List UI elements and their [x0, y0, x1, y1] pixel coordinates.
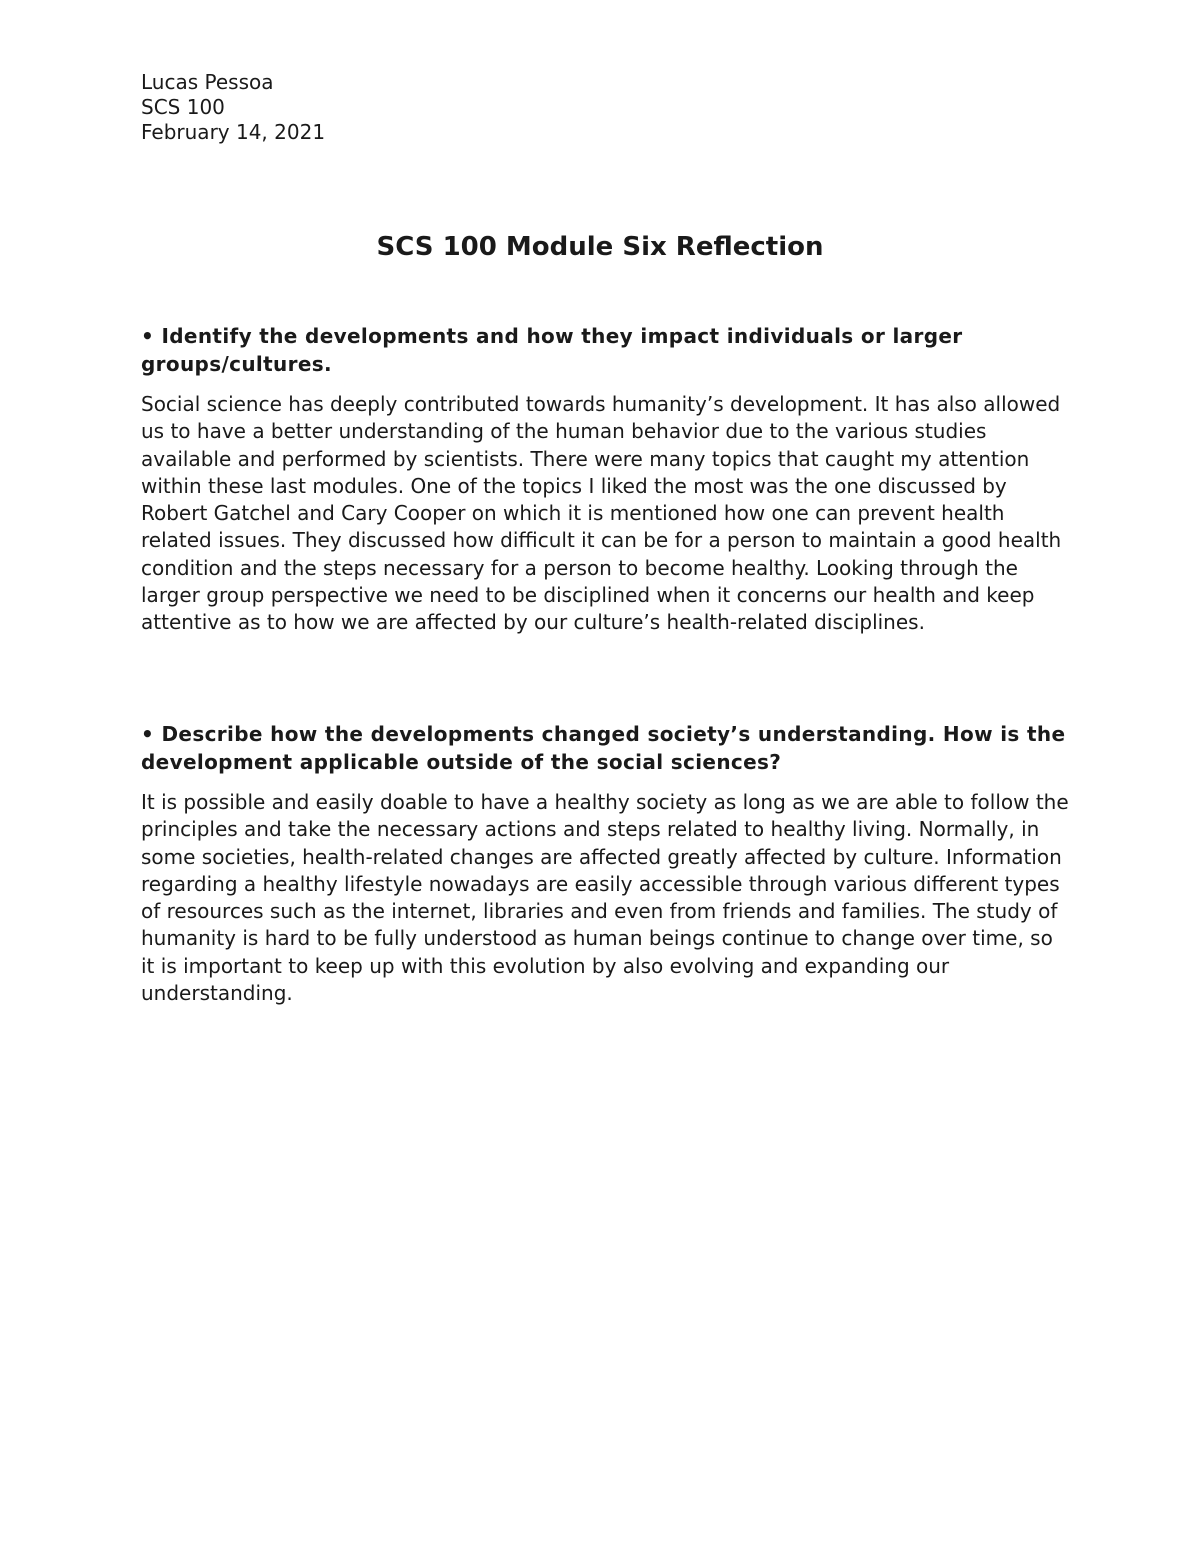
- document-date: February 14, 2021: [141, 120, 326, 144]
- section-developments-impact: [141, 323, 1071, 637]
- question-text: Describe how the developments changed society’s understanding. How is the development applicable outside of the social sciences?: [141, 722, 1066, 774]
- question-text: Identify the developments and how they impact individuals or larger groups/cultures.: [141, 324, 963, 376]
- section-society-understanding: [141, 721, 1071, 1007]
- bullet-icon: •: [141, 324, 155, 348]
- document-header: [141, 70, 325, 145]
- question-heading: [141, 721, 1071, 776]
- document-title: SCS 100 Module Six Reflection: [376, 232, 824, 262]
- answer-paragraph: Social science has deeply contributed towards humanity’s development. It has also allowed us to have a better understanding of the human behavior due to the various studies available and performed by scientists. There were many topics that caught my attention within these last modules. One of the topics I liked the most was the one discussed by Robert Gatchel and Cary Cooper on which it is mentioned how one can prevent health related issues. They discussed how difficult it can be for a person to maintain a good health condition and the steps necessary for a person to become healthy. Looking through the larger group perspective we need to be disciplined when it concerns our health and keep attentive as to how we are affected by our culture’s health-related disciplines.: [141, 392, 1062, 635]
- author-name: Lucas Pessoa: [141, 70, 274, 94]
- bullet-icon: •: [141, 722, 155, 746]
- course-code: SCS 100: [141, 95, 225, 119]
- answer-paragraph: It is possible and easily doable to have a healthy society as long as we are able to follow the principles and take the necessary actions and steps related to healthy living. Normally, in some societies, health-related changes are affected greatly affected by culture. Information regarding a healthy lifestyle nowadays are easily accessible through various different types of resources such as the internet, libraries and even from friends and families. The study of humanity is hard to be fully understood as human beings continue to change over time, so it is important to keep up with this evolution by also evolving and expanding our understanding.: [141, 790, 1069, 1006]
- question-heading: [141, 323, 1071, 378]
